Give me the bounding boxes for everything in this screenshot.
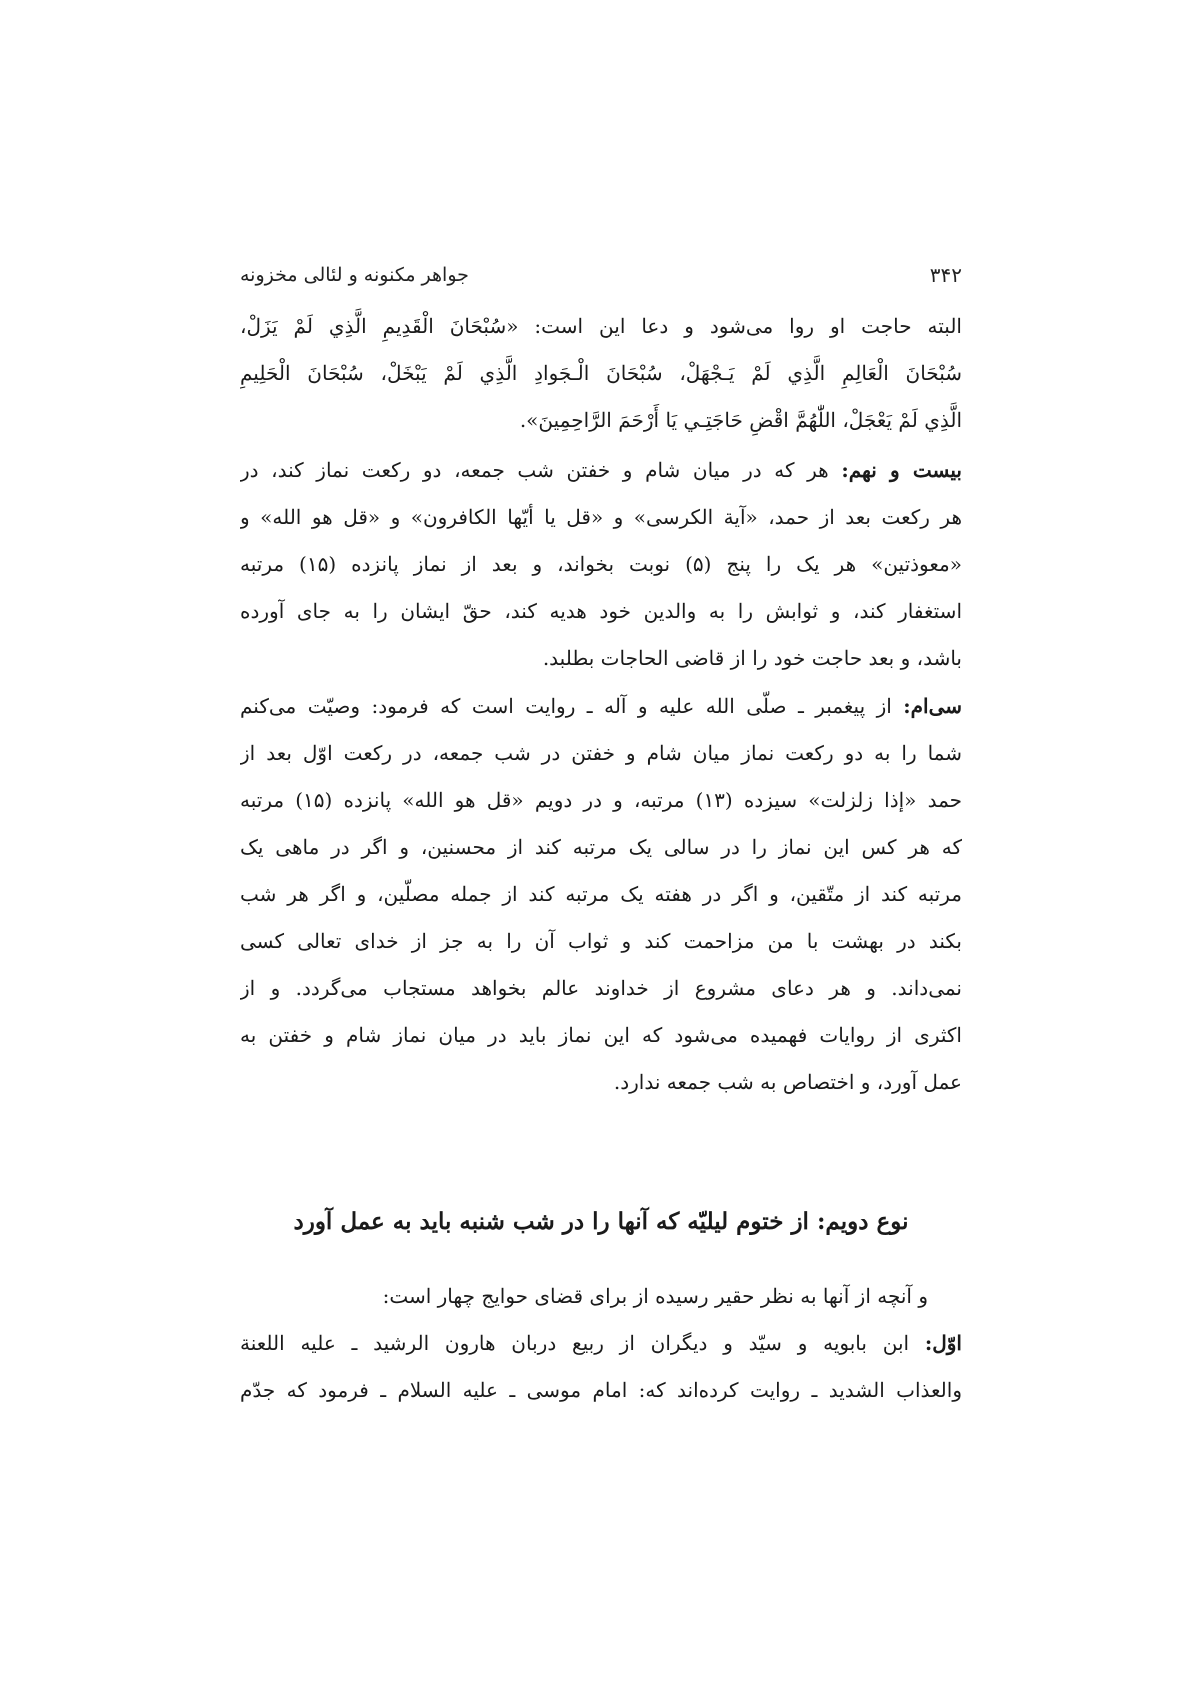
text-line: استغفار کند، و ثوابش را به والدین خود هدیه کند، حقّ ایشان را به جای آورده [240, 599, 962, 623]
text-line: الَّذِي لَمْ يَعْجَلْ، اللّٰهُمَّ اقْضِ حَاجَتِـي يَا أَرْحَمَ الرَّاحِمِينَ». [519, 408, 962, 432]
paragraph-intro [240, 1273, 962, 1320]
text-line: والعذاب الشدید ـ روایت کرده‌اند که: امام موسی ـ علیه السلام ـ فرمود که جدّم [240, 1378, 962, 1402]
paragraph-twenty-ninth [240, 447, 962, 682]
item-label: اوّل: [924, 1331, 962, 1355]
text-line: نمی‌داند. و هر دعای مشروع از خداوند عالم بخواهد مستجاب می‌گردد. و از [240, 976, 962, 1000]
section-heading: نوع دویم: از ختوم لیلیّه که آنها را در شب شنبه باید به عمل آورد [293, 1208, 909, 1235]
paragraph-first [240, 1320, 962, 1414]
paragraph-thirtieth [240, 683, 962, 1106]
text-line: شما را به دو رکعت نماز میان شام و خفتن در شب جمعه، در رکعت اوّل بعد از [240, 741, 962, 765]
text-line: و آنچه از آنها به نظر حقیر رسیده از برای قضای حوایج چهار است: [382, 1284, 928, 1308]
item-label: بیست و نهم: [841, 458, 962, 482]
page-number: ۳۴۲ [929, 263, 962, 287]
page-header [240, 255, 962, 295]
text-line [240, 1320, 962, 1367]
text-line: مرتبه کند از متّقین، و اگر در هفته یک مرتبه کند از جمله مصلّین، و اگر هر شب [240, 882, 962, 906]
text-line: هر رکعت بعد از حمد، «آیة الکرسی» و «قل یا أیّها الکافرون» و «قل هو الله» و [240, 505, 962, 529]
text-line: «معوذتین» هر یک را پنج (۵) نوبت بخواند، و بعد از نماز پانزده (۱۵) مرتبه [240, 552, 962, 576]
line-text: ابن بابویه و سیّد و دیگران از ربیع دربان هارون الرشید ـ علیه اللعنة [240, 1331, 925, 1355]
text-line: اکثری از روایات فهمیده می‌شود که این نماز باید در میان نماز شام و خفتن به [240, 1023, 962, 1047]
item-label: سی‌ام: [903, 694, 962, 718]
text-line [240, 447, 962, 494]
text-line: سُبْحَانَ الْعَالِمِ الَّذِي لَمْ يَـجْهَلْ، سُبْحَانَ الْـجَوادِ الَّذِي لَمْ يَبْخَلْ، سُبْحَانَ الْحَلِيمِ [240, 361, 962, 385]
text-line: باشد، و بعد حاجت خود را از قاضی الحاجات بطلبد. [542, 646, 962, 670]
text-line [240, 683, 962, 730]
text-line: که هر کس این نماز را در سالی یک مرتبه کند از محسنین، و اگر در ماهی یک [240, 835, 962, 859]
line-text: از پیغمبر ـ صلّی الله علیه و آله ـ روایت است که فرمود: وصیّت می‌کنم [240, 694, 904, 718]
text-line: حمد «إذا زلزلت» سیزده (۱۳) مرتبه، و در دویم «قل هو الله» پانزده (۱۵) مرتبه [240, 788, 962, 812]
line-text: هر که در میان شام و خفتن شب جمعه، دو رکعت نماز کند، در [240, 458, 842, 482]
paragraph-dua [240, 303, 962, 444]
text-line: بکند در بهشت با من مزاحمت کند و ثواب آن را به جز از خدای تعالی کسی [240, 929, 962, 953]
text-line: البته حاجت او روا می‌شود و دعا این است: «سُبْحَانَ الْقَدِيمِ الَّذِي لَمْ يَزَلْ، [240, 314, 962, 338]
running-title: جواهر مکنونه و لئالی مخزونه [240, 264, 469, 286]
text-line: عمل آورد، و اختصاص به شب جمعه ندارد. [613, 1070, 962, 1094]
